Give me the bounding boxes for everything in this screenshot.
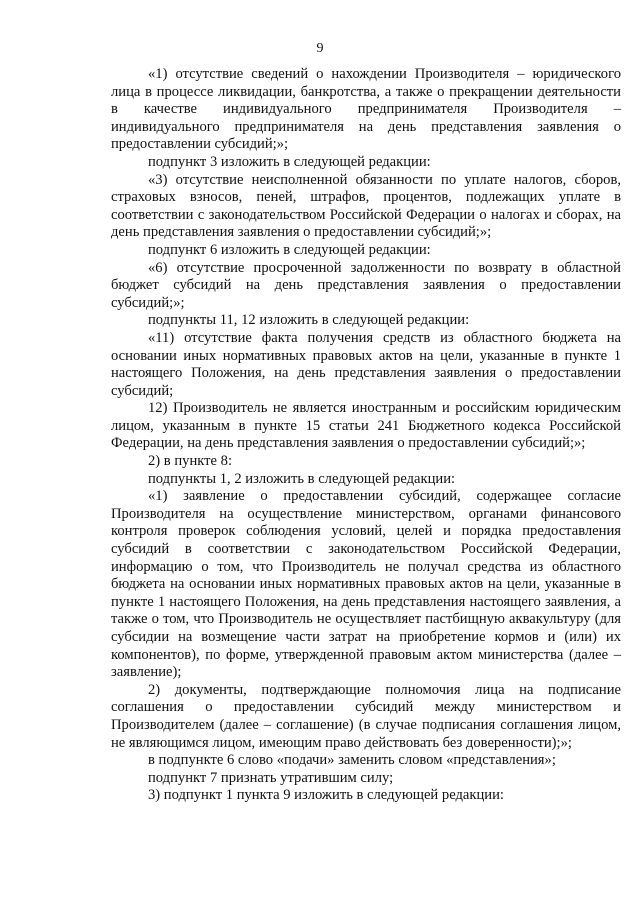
paragraph: «1) заявление о предоставлении субсидий, содержащее согласие Производителя на осуществление министерством, органами финансового контроля проверок соблюдения условий, целей и порядка предоставления субсидий в соответствии с законодательством Российской Федерации, информацию о том, что Производитель не получал средства из областного бюджета на основании иных нормативных правовых актов на цели, указанные в пункте 1 настоящего Положения, на день представления настоящего заявления, а также о том, что Производитель не осуществляет пастбищную аквакультуру (для субсидии на возмещение части затрат на приобретение кормов и (или) их компонентов), по форме, утвержденной правовым актом министерства (далее – заявление); [111, 488, 621, 681]
paragraph: «3) отсутствие неисполненной обязанности по уплате налогов, сборов, страховых взносов, пеней, штрафов, процентов, подлежащих уплате в соответствии с законодательством Российской Федерации о налогах и сборах, на день представления заявления о предоставлении субсидий;»; [111, 171, 621, 241]
document-body [111, 66, 621, 805]
paragraph: «6) отсутствие просроченной задолженности по возврату в областной бюджет субсидий на день представления заявления о предоставлении субсидий;»; [111, 259, 621, 311]
paragraph: «1) отсутствие сведений о нахождении Производителя – юридического лица в процессе ликвидации, банкротства, а также о прекращении деятельности в качестве индивидуального предпринимателя Производителя – индивидуального предпринимателя на день представления заявления о предоставлении субсидий;»; [111, 66, 621, 153]
page-number: 9 [316, 41, 324, 56]
paragraph: 2) документы, подтверждающие полномочия лица на подписание соглашения о предоставлении субсидий между министерством и Производителем (далее – соглашение) (в случае подписания соглашения лицом, не являющимся лицом, имеющим право действовать без доверенности);»; [111, 681, 621, 751]
paragraph: подпункты 11, 12 изложить в следующей редакции: [148, 312, 470, 329]
paragraph: 3) подпункт 1 пункта 9 изложить в следующей редакции: [148, 787, 504, 804]
paragraph: подпункты 1, 2 изложить в следующей редакции: [148, 470, 456, 487]
paragraph: подпункт 7 признать утратившим силу; [148, 769, 394, 786]
paragraph: подпункт 6 изложить в следующей редакции: [148, 241, 431, 258]
paragraph: «11) отсутствие факта получения средств из областного бюджета на основании иных нормативных правовых актов на цели, указанные в пункте 1 настоящего Положения, на день представления заявления о предоставлении субсидий; [111, 329, 621, 399]
paragraph: 2) в пункте 8: [148, 453, 233, 470]
paragraph: подпункт 3 изложить в следующей редакции: [148, 153, 431, 170]
paragraph: в подпункте 6 слово «подачи» заменить словом «представления»; [148, 752, 556, 769]
paragraph: 12) Производитель не является иностранным и российским юридическим лицом, указанным в пункте 15 статьи 241 Бюджетного кодекса Российской Федерации, на день представления заявления о предоставлении субсидий;»; [111, 400, 621, 452]
